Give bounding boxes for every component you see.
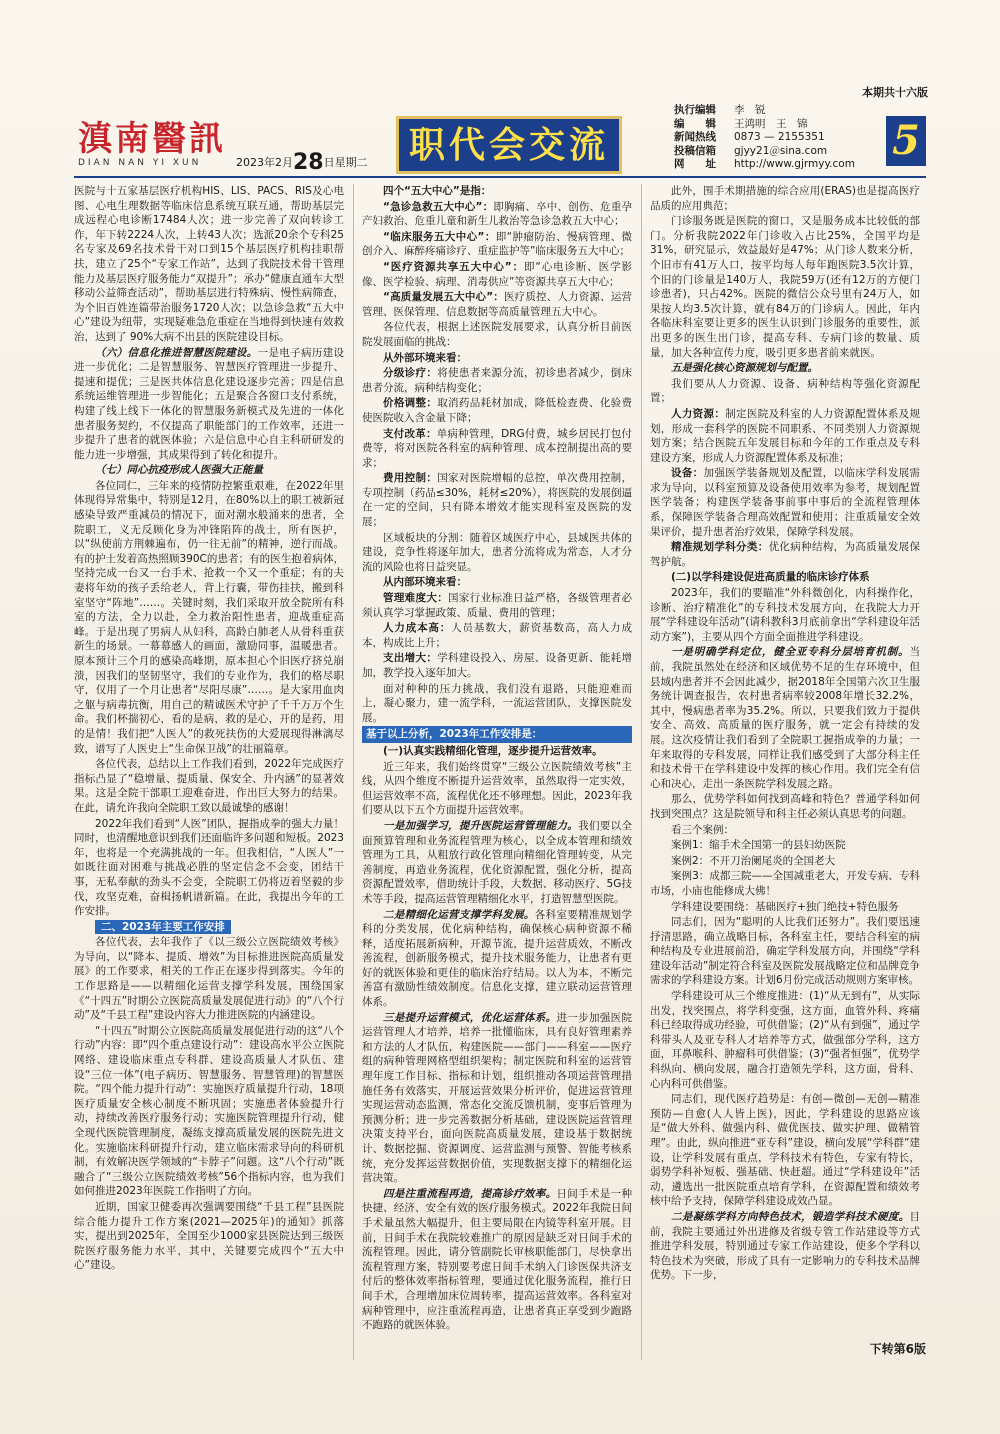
paragraph-text: 将使患者来源分流，初诊患者减少，倒床患者分流，病种结构变化； (362, 367, 633, 394)
paragraph (362, 366, 632, 395)
section-title: 职代会交流 (396, 116, 622, 174)
lead-term: 费用控制： (383, 472, 438, 485)
paragraph (362, 200, 632, 229)
paragraph (362, 260, 632, 289)
editor-value: 0873 — 2155351 (734, 131, 825, 143)
subheading: 二是精细化运营支撑学科发展。 (383, 908, 535, 921)
paragraph-text: 日间手术是一种快捷、经济、安全有效的医疗服务模式。2022年我院日间手术量虽然大幅提升，但主要局限在内镜等科室开展。目前，日间手术在我院较难推广的原因是缺乏对日间手术的流程管理。因此，请分管副院长审核职能部门，尽快拿出流程管理方案，特别要考虑日间手术纳入门诊医保共济支付后的整体效率指标管理，要通过优化服务流程，推行日间手术，合理增加床位周转率，提高运营效率。各科室对病种管理中，应注重流程再造，让患者真正享受到少跑路不跑路的就医体验。 (362, 1187, 633, 1332)
paragraph (650, 645, 920, 791)
paragraph-text: 进一步加强医院运营管理人才培养，培养一批懂临床，具有良好管理素养和方法的人才队伍，构建医院——部门——科室——医疗组的病种管理网格型组织架构；制定医院和科室的运营管理年度工作目标、指标和计划，组织推动各项运营管理措施任务有效落实，开展运营效果分析评价，促进运营管理实现运营动态监测，常态化交流反馈机制，变事后管理为预测分析；进一步完善数据分析基础，建设医院运营管理决策支持平台，面向医院高质量发展，建设基于数据统计、数据挖掘、资源调度、运营监测与预警、智能考核系统，充分发挥运营数据价值，实现数据支撑下的精细化运营决策。 (362, 1011, 633, 1185)
paragraph (362, 396, 632, 425)
paragraph (650, 540, 920, 569)
paragraph (74, 346, 344, 463)
paragraph-text: 取消药品耗材加成，降低检查费、化验费使医院收入含金量下降； (362, 397, 633, 424)
paragraph-text: 学科建设投入、房屋、设备更新、能耗增加，教学投入逐年加大。 (362, 652, 633, 679)
paragraph (362, 651, 632, 680)
page-number: 5 (886, 116, 926, 166)
paragraph-text: 国家对医院增幅的总控，单次费用控制，专项控制（药品≤30%，耗材≤20%），将医院的发展倒逼在一定的空间，只有降本增效才能实现科室及医院的发展； (362, 472, 633, 529)
paragraph: 2023年，我们的要瞄准“外科微创化，内科操作化，诊断、治疗精准化”的专科技术发展方向，在我院大力开展“学科建设年活动”(请科教科3月底前拿出“学科建设年活动方案”)，主要从四个方面全面推进学科建设。 (650, 587, 920, 643)
subheading: （六）信息化推进智慧医院建设。 (95, 346, 258, 359)
paragraph: 学科建设要围绕：基础医疗+独门绝技+特色服务 (671, 900, 899, 913)
editor-info (674, 104, 894, 172)
paragraph: 同志们，现代医疗趋势是：有创—微创—无创—精准预防—自愈(人人皆上医)，因此，学科建设的思路应该是“做大外科、做强内科、做优医技、做实护理、做精管理”。由此，纵向推进“亚专科”建设，横向发展“学科群”建设，让学科发展有重点，学科技术有特色，专家有特长，弱势学科补短板、强基础、快赶超。通过“学科建设年”活动，遴选出一批医院重点培育学科，在资源配置和绩效考核中给予支持，保障学科建设成效凸显。 (650, 1093, 920, 1208)
paragraph (362, 230, 632, 259)
paragraph (362, 427, 632, 471)
paragraph: 各位代表，根据上述医院发展要求，认真分析目前医院发展面临的挑战： (362, 321, 632, 348)
paragraph-text: 各科室要精准规划学科的分类发展，优化病种结构，确保核心病种资源不稀释，适度拓展新病种，开源节流，提升运营质效，不断改善流程，创新服务模式，提升技术服务能力，让患者有更好的就医体验和更佳的临床治疗结局。以人为本，不断完善富有激励性绩效制度。信息化支撑，建立联动运营管理体系。 (362, 908, 633, 1009)
continued-note: 下转第6版 (869, 1342, 926, 1356)
column-1 (74, 184, 344, 1360)
paragraph: 各位代表，总结以上工作我们看到，2022年完成医疗指标凸显了“稳增量、提质量、保安全、升内涵”的显著效果。这是全院干部职工迎难奋进，作出巨大努力的结果。在此，请允许我向全院职工致以最诚挚的感谢！ (74, 758, 344, 814)
masthead-pinyin: DIAN NAN YI XUN (78, 158, 202, 168)
paragraph: (二)以学科建设促进高质量的临床诊疗体系 (671, 571, 870, 584)
lead-term: “临床服务五大中心”： (383, 230, 496, 243)
column-2 (362, 184, 632, 1360)
editor-label: 投稿信箱 (674, 144, 716, 157)
editor-row (674, 131, 894, 145)
editor-label: 执行编辑 (674, 104, 716, 116)
lead-term: 人力成本高： (383, 622, 452, 635)
paragraph-text: 目前，我院主要通过外出进修及省级专管工作站建设等方式推进学科发展，特别通过专家工作站建设，使多个学科以特色技术为突破，形成了具有一定影响力的专科技术品牌优势。下一步， (650, 1210, 920, 1282)
paragraph (362, 819, 632, 907)
paragraph: 区域板块的分割：随着区域医疗中心，县域医共体的建设，竞争性将逐年加大，患者分流将成为常态，人才分流的风险也将日益突显。 (362, 531, 632, 573)
paragraph-text: 加强医学装备规划及配置，以临床学科发展需求为导向，以科室预算及设备使用效率为参考，规划配置医学装备；构建医学装备事前事中事后的全流程管理体系，保障医学装备合理高效配置和使用；注重质量安全效果评价，提升患者治疗效果，保障学科发展。 (650, 467, 920, 538)
paragraph: 各位代表，去年我作了《以三级公立医院绩效考核》为导向，以“降本、提质、增效”为目标推进医院高质量发展》的工作要求，相关的工作正在逐步得到落实。今年的工作思路是——以精细化运营支撑学科发展，围绕国家《“十四五”时期公立医院高质量发展促进行动》的“八个行动”及“千县工程”建设内容大力推进医院的内涵建设。 (74, 936, 344, 1022)
paragraph: 看三个案例： (671, 823, 734, 836)
editor-value: 李 锐 (734, 104, 766, 116)
issue-date (236, 150, 368, 175)
lead-term: 管理难度大： (383, 592, 449, 605)
paragraph: 2022年我们看到“人医”团队，握指成拳的强大力量！同时，也清醒地意识到我们还面临许多问题和短板。2023年，也将是一个充满挑战的一年。但我相信，“人医人”一如既往面对困难与挑战必胜的坚定信念不会变，团结干事，无私奉献的劲头不会变，全院职工仍将迈着坚毅的步伐，攻坚克难，奋楫扬帆谱新篇。在此，我提出今年的工作安排。 (74, 817, 344, 918)
subheading: 四是注重流程再造，提高诊疗效率。 (383, 1187, 557, 1200)
lead-term: “高质量发展五大中心”： (383, 291, 504, 304)
paragraph (362, 621, 632, 650)
paragraph (362, 908, 632, 1010)
editor-value: http://www.gjrmyy.com (734, 158, 855, 170)
lead-term: “医疗资源共享五大中心”： (383, 260, 524, 273)
subheading: 三是提升运营模式，优化运营体系。 (383, 1011, 557, 1024)
masthead-logo (78, 120, 228, 166)
paragraph: 近期，国家卫健委再次强调要围绕“千县工程”县医院综合能力提升工作方案(2021—2025年)的通知》抓落实，提出到2025年，全国至少1000家县医院达到三级医院医疗服务能力水平，其中，关键要完成四个“五大中心”建设。 (74, 1200, 344, 1272)
paragraph (650, 1210, 920, 1283)
paragraph (362, 591, 632, 620)
subheading: 一是加强学习，提升医院运营管理能力。 (383, 819, 579, 832)
editor-row (674, 104, 894, 118)
paragraph (362, 1011, 632, 1186)
paragraph (74, 463, 344, 478)
paragraph (362, 471, 632, 529)
paragraph: 学科建设可从三个维度推进：(1)“从无到有”，从实际出发，找突围点，将学科变强，这方面，血管外科、疼痛科已经取得成功经验，可供借鉴；(2)“从有到强”，通过学科带头人及亚专科人才培养等方式，做强部分学科，这方面，耳鼻喉科、肿瘤科可供借鉴；(3)“强者恒强”，优势学科纵向、横向发展，融合打造领先学科，这方面，骨科、心内科可供借鉴。 (650, 990, 920, 1090)
date-suffix: 日星期二 (323, 156, 368, 169)
subheading: 五是强化核心资源规划与配置。 (671, 362, 818, 375)
paragraph-text: 人员基数大，薪资基数高，高人力成本，构成比上升； (362, 622, 633, 649)
lead-term: 分级诊疗： (383, 367, 438, 380)
paragraph-text: 国家行业标准日益严格，各级管理者必须认真学习掌握政策、质量、费用的管理； (362, 592, 633, 619)
paragraph (650, 466, 920, 539)
editor-value: 王鸿明 王 锦 (734, 117, 808, 130)
lead-term: 支付改革： (383, 427, 437, 440)
paragraph: 近三年来，我们始终贯穿“三级公立医院绩效考核”主线，从四个维度不断提升运营效率，虽然取得一定实效，但运营效率不高，流程优化还不够理想。因此，2023年我们要从以下五个方面提升运营效率。 (362, 760, 632, 817)
paragraph: 门诊服务既是医院的窗口，又是服务成本比较低的部门。分析我院2022年门诊收入占比25%，全国平均是31%，研究显示，效益最好是47%；从门诊人数来分析，个旧市有41万人口，按平均每人每年跑医院3.5次计算，个旧的门诊量是140万人，我院59万(还有12万的方便门诊患者)，只占42%。医院的微信公众号里有24万人，如果按人均3.5次计算，就有84万的门诊病人。因此，年内各临床科室要让更多的医生认识到门诊服务的重要性，派出更多的医生出门诊，提高专科、专病门诊的数量、质量，加大各种宣传力度，吸引更多患者前来就医。 (650, 215, 920, 359)
paragraph-text: 即“肿瘤防治、慢病管理、微创介入、麻醉疼痛诊疗、重症监护等”临床服务五大中心； (362, 230, 632, 258)
lead-term: 精准规划学科分类： (671, 541, 769, 554)
editor-label: 网 址 (674, 158, 716, 170)
paragraph: 我们要从人力资源、设备、病种结构等强化资源配置； (650, 377, 920, 405)
paragraph-text: 制定医院及科室的人力资源配置体系及规划，形成一套科学的医院不同职系、不同类别人力资源规划方案；结合医院五年发展目标和今年的工作重点及专科建设方案，形成人力资源配置体系及标准； (650, 407, 920, 464)
paragraph: 从内部环境来看： (383, 576, 467, 589)
lead-term: 人力资源： (671, 407, 726, 420)
paragraph: 案例2：不开刀治阑尾炎的全国老大 (671, 854, 836, 867)
paragraph: 从外部环境来看： (383, 351, 467, 364)
total-pages: 本期共十六版 (862, 86, 928, 99)
editor-row (674, 158, 894, 172)
paragraph-text: 当前，我院虽然处在经济和区域优势不足的生存环境中，但县域内患者并不会因此减少，据2018年全国第六次卫生服务统计调查报告，农村患者病率较2008年增长32.2%，其中，慢病患者率为35.2%。所以，只要我们致力于提供安全、高效、高质量的医疗服务，就一定会有持续的发展。这次疫情让我们看到了全院职工握指成拳的力量；一年来取得的专科发展，同样让我们感受到了大部分科主任和技术骨干在学科建设中发挥的核心作用。我们完全有信心和决心，走出一条医院学科发展之路。 (650, 646, 920, 790)
paragraph (650, 361, 920, 376)
lead-term: 设备： (671, 467, 704, 480)
paragraph: 面对种种的压力挑战，我们没有退路，只能迎难而上，凝心聚力，建一流学科，一流运营团队，支撑医院发展。 (362, 682, 632, 724)
subheading: （七）同心抗疫形成人医强大正能量 (95, 464, 263, 477)
paragraph-text: 我们要以全面预算管理和业务流程管理为核心，以全成本管理和绩效管理为工具，从粗放行政化管理向精细化管理转变，从完善制度，再造业务流程，优化资源配置，强化分析，提高资源配置效率，借助统计手段，大数据、移动医疗、5G技术等手段，提高运营管理精细化水平，打造智慧型医院。 (362, 819, 633, 905)
paragraph: 那么，优势学科如何找到高峰和特色？普通学科如何找到突围点？这是院领导和科主任必须认真思考的问题。 (650, 793, 920, 820)
editor-label: 新闻热线 (674, 131, 716, 143)
editor-label: 编 辑 (674, 117, 716, 130)
paragraph: “十四五”时期公立医院高质量发展促进行动的这“八个行动”内容：即“四个重点建设行动”：建设高水平公立医院网络、建设临床重点专科群、建设高质量人才队伍、建设“三位一体”(电子病历、智慧服务、智慧管理)的智慧医院。“四个能力提升行动”：实施医疗质量提升行动，18项医疗质量安全核心制度不断巩固；实施患者体验提升行动，持续改善医疗服务行动；实施医院管理提升行动，健全现代医院管理制度，凝练支撑高质量发展的医院先进文化。实施临床科研提升行动，建立临床需求导向的科研机制，有效解决医学领域的“卡脖子”问题。这“八个行动”既融合了“三级公立医院绩效考核”56个指标内容，也为我们如何推进2023年医院工作指明了方向。 (74, 1024, 344, 1198)
paragraph (362, 1187, 632, 1333)
paragraph: 案例1：缩手术全国第一的县妇幼医院 (671, 839, 846, 852)
paragraph-text: 优化病种结构，为高质量发展保驾护航。 (650, 541, 920, 568)
paragraph: 医院与十五家基层医疗机构HIS、LIS、PACS、RIS及心电图、心电生理数据等临床信息系统互联互通，帮助基层完成远程心电诊断17484人次；进一步完善了双向转诊工作，年下转2224人次，上转43人次；选派20余个专科25名专家及69名技术骨干对口到15个基层医疗机构挂职帮扶，建立了25个“专家工作站”，达到了我院技术骨干管理能力及基层医疗服务能力“双提升”；承办“健康直通车大型移动公益筛查活动”，帮助基层进行特殊病、慢性病筛查，为个旧百姓连篇带治服务1720人次；以急诊急救“五大中心”建设为纽带，实现疑难急危重症在当地得到快速有效救治，达到了 90%大病不出县的医院建设目标。 (74, 185, 344, 343)
lead-term: “急诊急救五大中心”： (383, 200, 494, 213)
paragraph: 各位同仁，三年来的疫情防控繁重艰难，在2022年里体现得异常集中，特别是12月，在80%以上的职工被新冠感染导致严重减员的情况下，面对潮水般涌来的患者，全院职工，义无反顾化身为冲锋陷阵的战士，所有医护，以“纵使前方荆棘遍布，仍一往无前”的精神，逆行而战。有的护士发着高热照顾390C的患者；有的医生抱着病体，坚持完成一台又一台手术、抢救一个又一个重症；有的夫妻将年幼的孩子丢给老人，背上行囊，带伤挂扶，搬到科室坚守“阵地”……。关键时刻，我们采取开放全院所有科室的方法，全力以赴，全力救治阳性患者，迎战重症高峰。于是出现了男病人从妇科，高龄白肺老人从骨科重获新生的场景。一幕幕感人的画面，激励同事，温暖患者。原本预计三个月的感染高峰期，原本担心个旧医疗挤兑崩溃，因我们的坚韧坚守，我们的专业作为，我们的格尽职守，仅用了一个月让患者“尽阳尽康”……。是大家用血肉之躯与病毒抗衡，用自己的精诚医术守护了千千万万个生命。我们杯揣初心，看的是病，救的是心，开的是药，用的是情！我们把“人医人”的救死扶伤的大爱展现得淋漓尽致，谱写了人医史上“生命保卫战”的壮丽篇章。 (74, 479, 344, 755)
section-heading: 基于以上分析，2023年工作安排是： (362, 726, 632, 743)
paragraph-text: 即胸痛、卒中、创伤、危重孕产妇救治、危重儿童和新生儿救治等急诊急救五大中心； (362, 200, 632, 228)
paragraph (362, 290, 632, 319)
masthead-title: 滇南醫訊 (78, 119, 226, 159)
paragraph (650, 407, 920, 465)
paragraph-text: 即“心电诊断、医学影像、医学检验、病理、消毒供应”等资源共享五大中心； (362, 260, 632, 288)
date-prefix: 2023年2月 (236, 156, 293, 169)
editor-value: gjyy21＠sina.com (734, 144, 828, 157)
paragraph-text: 一是电子病历建设进一步优化；二是智慧服务、智慧医疗管理进一步提升、提速和提优；三是医共体信息化建设逐步完善；四是信息系统运维管理进一步智能化；五是聚合各窗口支付系统，构建了线上线下一体化的智慧服务新模式及先进的一体化患者服务契约，不仅提高了职能部门的工作效率，还进一步提升了患者的就医体验；六是信息中心自主科研研发的能力进一步增强，其成果得到了转化和提升。 (74, 346, 345, 461)
section-heading: 二、2023年主要工作安排 (95, 920, 231, 935)
paragraph-text: 单病种管理，DRG付费，城乡居民打包付费等，将对医院各科室的病种管理、成本控制提出高的要求； (362, 427, 632, 469)
paragraph: 案例3：成都三院——全国减重老大，开发专病、专科市场，小庙也能修成大佛！ (650, 870, 920, 897)
paragraph: 此外，围手术期措施的综合应用(ERAS)也是提高医疗品质的应用典范； (650, 185, 920, 212)
lead-term: 价格调整： (383, 397, 438, 410)
header-rule (74, 176, 926, 178)
paragraph-text: 医疗质控、人力资源、运营管理、医保管理、信息数据等高质量管理五大中心。 (362, 291, 633, 318)
paragraph: (一)认真实践精细化管理，逐步提升运营效率。 (383, 744, 603, 757)
subheading: 一是明确学科定位，健全亚专科分层培育机制。 (671, 646, 910, 659)
lead-term: 支出增大： (383, 652, 438, 665)
paragraph: 四个“五大中心”是指： (383, 185, 492, 197)
date-day: 28 (293, 150, 324, 175)
paragraph (74, 920, 344, 935)
subheading: 二是凝练学科方向特色技术，锻造学科技术硬度。 (671, 1210, 910, 1223)
column-3 (650, 184, 920, 1360)
editor-row (674, 145, 894, 159)
editor-row (674, 118, 894, 132)
paragraph: 同志们，因为“聪明的人比我们还努力”。我们要迅速抒清思路，确立战略目标，各科室主任，要结合科室的病种结构及专业进展前沿，确定学科发展方向，并围绕“学科建设年活动”制定符合科室及医院发展战略定位和品牌竞争需求的学科建设方案。计划6月份完成活动规则方案审核。 (650, 916, 920, 987)
